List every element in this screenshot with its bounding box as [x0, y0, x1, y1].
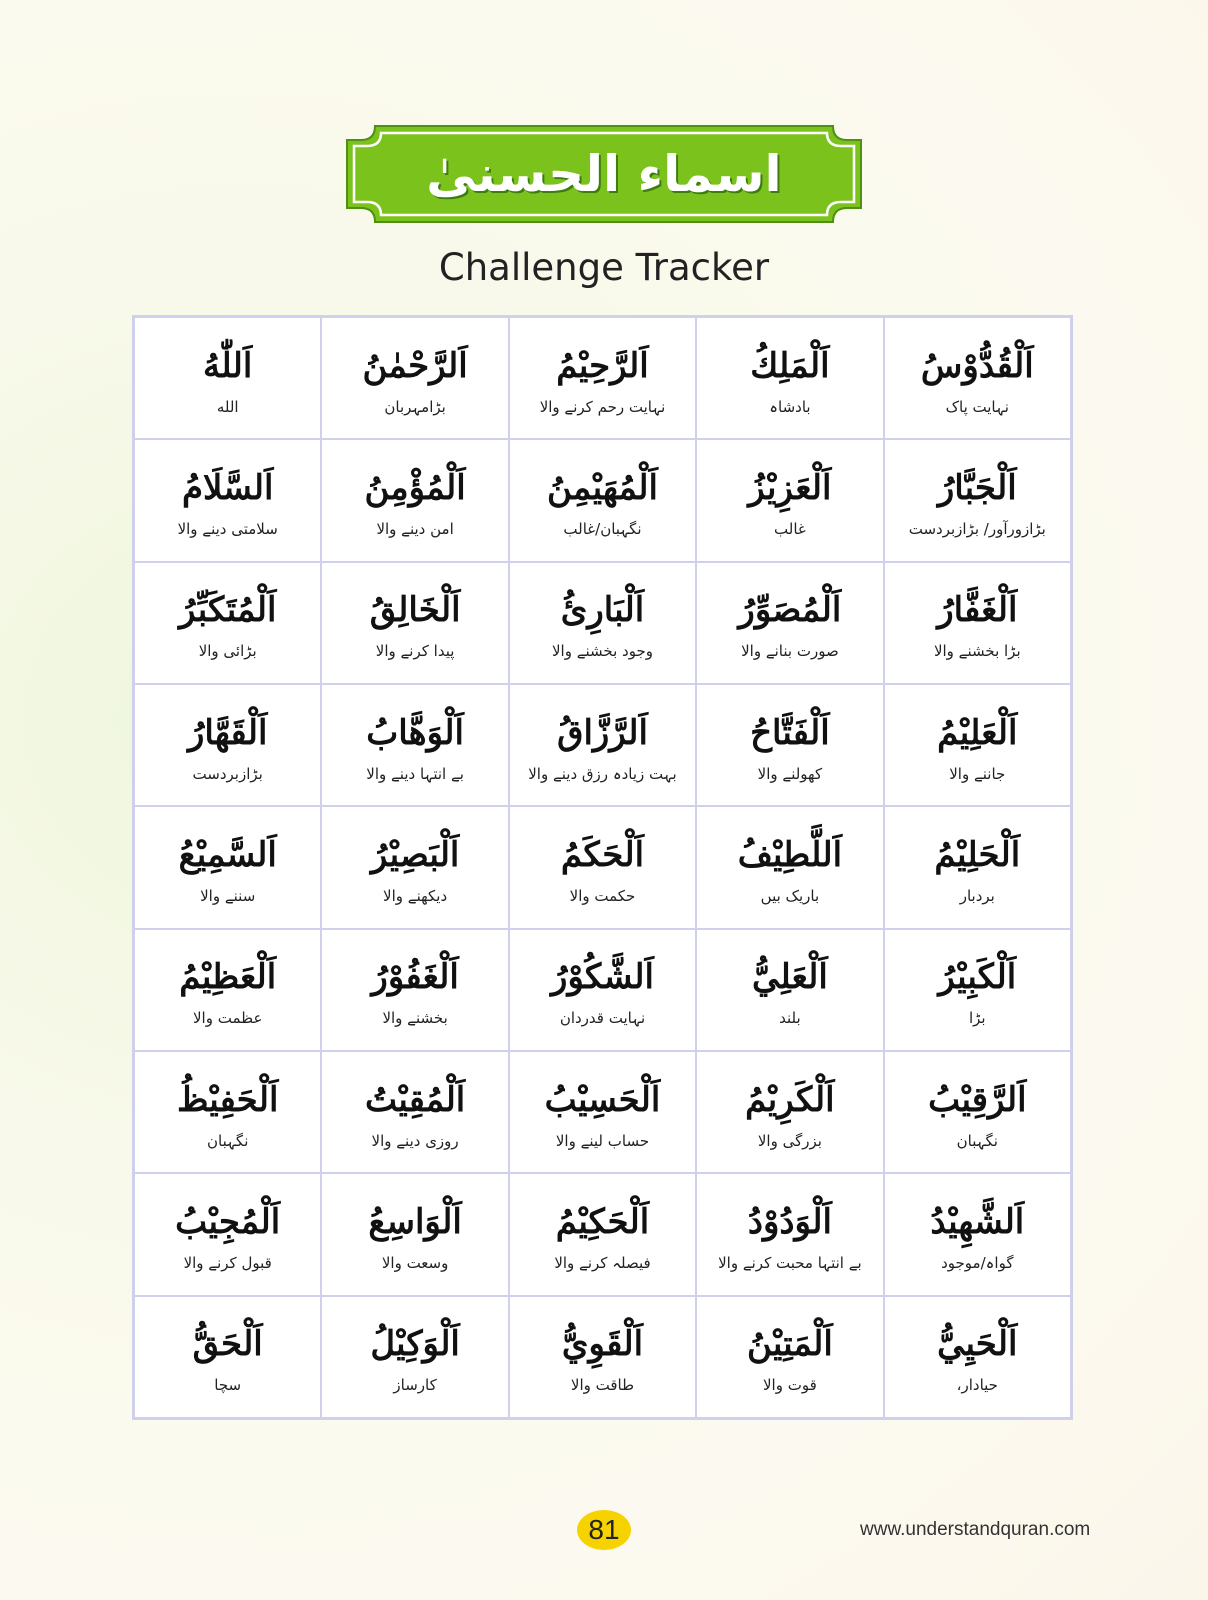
name-cell: [321, 684, 508, 806]
arabic-name: اَلشَّهِيْدُ: [930, 1201, 1025, 1242]
urdu-meaning: فیصلہ کرنے والا: [554, 1253, 651, 1272]
urdu-meaning: بخشنے والا: [382, 1009, 448, 1028]
name-cell: [884, 1296, 1071, 1418]
name-cell: [321, 317, 508, 439]
arabic-name: اَلْعَظِيْمُ: [179, 957, 277, 998]
arabic-name: اَلْجَبَّارُ: [937, 467, 1017, 508]
urdu-meaning: سننے والا: [200, 886, 256, 905]
urdu-meaning: کھولنے والا: [757, 764, 823, 783]
arabic-name: اَلْكَرِيْمُ: [745, 1079, 835, 1120]
name-cell: [696, 1051, 883, 1173]
urdu-meaning: قوت والا: [763, 1376, 817, 1395]
banner-title: اسماء الحسنیٰ: [426, 145, 782, 203]
name-cell: [321, 439, 508, 561]
urdu-meaning: بڑائی والا: [198, 642, 257, 661]
urdu-meaning: حکمت والا: [569, 886, 636, 905]
urdu-meaning: حساب لینے والا: [555, 1131, 650, 1150]
urdu-meaning: صورت بنانے والا: [741, 642, 839, 661]
name-cell: [134, 562, 321, 684]
arabic-name: اَلْغَفَّارُ: [937, 590, 1018, 631]
urdu-meaning: روزی دینے والا: [371, 1131, 459, 1150]
arabic-name: اَلْحَكَمُ: [560, 834, 645, 875]
name-cell: [696, 1173, 883, 1295]
urdu-meaning: نگہبان: [956, 1131, 998, 1150]
name-cell: [134, 1296, 321, 1418]
arabic-name: اَلرَّزَّاقُ: [557, 712, 648, 753]
name-cell: [696, 929, 883, 1051]
arabic-name: اَللَّطِيْفُ: [737, 834, 843, 875]
name-cell: [321, 806, 508, 928]
arabic-name: اَلْقَوِيُّ: [561, 1324, 644, 1365]
urdu-meaning: نگہبان: [207, 1131, 249, 1150]
urdu-meaning: دیکھنے والا: [383, 886, 448, 905]
arabic-name: اَلْبَارِئُ: [560, 590, 645, 631]
arabic-name: اَلْوَهَّابُ: [366, 712, 464, 753]
name-cell: [696, 684, 883, 806]
urdu-meaning: غالب: [774, 519, 806, 538]
arabic-name: اَلْحَفِيْظُ: [176, 1079, 279, 1120]
name-cell: [509, 1173, 696, 1295]
arabic-name: اَلْمُصَوِّرُ: [738, 590, 842, 631]
name-cell: [884, 929, 1071, 1051]
name-cell: [884, 684, 1071, 806]
arabic-name: اَلشَّكُوْرُ: [551, 957, 654, 998]
arabic-name: اَلسَّلَامُ: [181, 467, 274, 508]
urdu-meaning: باریک بیں: [760, 886, 820, 905]
name-cell: [884, 1051, 1071, 1173]
name-cell: [321, 562, 508, 684]
name-cell: [696, 562, 883, 684]
urdu-meaning: سلامتی دینے والا: [177, 519, 278, 538]
name-cell: [884, 562, 1071, 684]
arabic-name: اَلْمَلِكُ: [750, 345, 830, 386]
arabic-name: اَلْمُهَيْمِنُ: [547, 467, 658, 508]
name-cell: [884, 1173, 1071, 1295]
urdu-meaning: بڑازورآور/ بڑازبردست: [908, 519, 1046, 538]
arabic-name: اَلْمُؤْمِنُ: [364, 467, 466, 508]
arabic-name: اَلْمُجِيْبُ: [175, 1201, 281, 1242]
urdu-meaning: بزرگی والا: [757, 1131, 822, 1150]
arabic-name: اَلْقَهَّارُ: [187, 712, 268, 753]
names-grid: [132, 315, 1073, 1420]
urdu-meaning: وجود بخشنے والا: [551, 642, 653, 661]
name-cell: [134, 1173, 321, 1295]
page-number: 81: [577, 1510, 631, 1550]
arabic-name: اَلرَّحْمٰنُ: [362, 345, 468, 386]
arabic-name: اَلْبَصِيْرُ: [370, 834, 460, 875]
name-cell: [134, 439, 321, 561]
name-cell: [884, 806, 1071, 928]
title-banner: [345, 124, 863, 224]
website-url: www.understandquran.com: [860, 1519, 1091, 1540]
name-cell: [509, 562, 696, 684]
urdu-meaning: الله: [216, 397, 239, 416]
name-cell: [509, 1051, 696, 1173]
name-cell: [134, 929, 321, 1051]
name-cell: [321, 929, 508, 1051]
name-cell: [509, 439, 696, 561]
urdu-meaning: قبول کرنے والا: [183, 1253, 272, 1272]
arabic-name: اَلْوَكِيْلُ: [370, 1324, 460, 1365]
urdu-meaning: بے انتہا دینے والا: [366, 764, 464, 783]
urdu-meaning: بڑازبردست: [192, 764, 263, 783]
arabic-name: اَلْحَقُّ: [192, 1324, 263, 1365]
arabic-name: اَلْحَسِيْبُ: [544, 1079, 661, 1120]
urdu-meaning: حیادار،: [956, 1376, 998, 1395]
name-cell: [884, 317, 1071, 439]
urdu-meaning: بڑا: [968, 1009, 986, 1028]
urdu-meaning: کارساز: [393, 1376, 437, 1395]
page-subtitle: Challenge Tracker: [438, 246, 770, 289]
urdu-meaning: بڑامہربان: [384, 397, 446, 416]
arabic-name: اَلْمُتَكَبِّرُ: [178, 590, 277, 631]
arabic-name: اَلْوَدُوْدُ: [747, 1201, 832, 1242]
urdu-meaning: عظمت والا: [193, 1009, 263, 1028]
arabic-name: اَلْمَتِيْنُ: [746, 1324, 833, 1365]
name-cell: [509, 1296, 696, 1418]
urdu-meaning: سچا: [214, 1376, 242, 1395]
urdu-meaning: طاقت والا: [570, 1376, 635, 1395]
urdu-meaning: بلند: [779, 1009, 801, 1028]
name-cell: [509, 806, 696, 928]
arabic-name: اَلْحَكِيْمُ: [555, 1201, 650, 1242]
arabic-name: اَلْحَلِيْمُ: [934, 834, 1021, 875]
name-cell: [696, 1296, 883, 1418]
name-cell: [134, 806, 321, 928]
arabic-name: اَلْعَلِيْمُ: [937, 712, 1018, 753]
arabic-name: اَلْقُدُّوْسُ: [920, 345, 1034, 386]
name-cell: [696, 806, 883, 928]
name-cell: [134, 1051, 321, 1173]
arabic-name: اَلرَّقِيْبُ: [928, 1079, 1027, 1120]
urdu-meaning: وسعت والا: [381, 1253, 449, 1272]
urdu-meaning: نگہبان/غالب: [563, 519, 642, 538]
arabic-name: اَلْفَتَّاحُ: [750, 712, 830, 753]
name-cell: [321, 1051, 508, 1173]
arabic-name: اَلْعَزِيْزُ: [748, 467, 832, 508]
urdu-meaning: بڑا بخشنے والا: [933, 642, 1021, 661]
urdu-meaning: بادشاہ: [769, 397, 811, 416]
name-cell: [509, 317, 696, 439]
urdu-meaning: پیدا کرنے والا: [375, 642, 455, 661]
name-cell: [134, 317, 321, 439]
urdu-meaning: نہایت رحم کرنے والا: [539, 397, 666, 416]
urdu-meaning: نہایت قدردان: [559, 1009, 646, 1028]
arabic-name: اَلْكَبِيْرُ: [938, 957, 1017, 998]
name-cell: [509, 929, 696, 1051]
urdu-meaning: امن دینے والا: [376, 519, 454, 538]
name-cell: [696, 317, 883, 439]
arabic-name: اَلرَّحِيْمُ: [556, 345, 649, 386]
urdu-meaning: بے انتہا محبت کرنے والا: [718, 1253, 862, 1272]
arabic-name: اَلْعَلِيُّ: [751, 957, 828, 998]
name-cell: [321, 1173, 508, 1295]
urdu-meaning: گواہ/موجود: [941, 1253, 1014, 1272]
arabic-name: اَلْغَفُوْرُ: [371, 957, 459, 998]
urdu-meaning: بردبار: [959, 886, 995, 905]
arabic-name: اَلْمُقِيْتُ: [364, 1079, 466, 1120]
arabic-name: اَلْحَيِيُّ: [937, 1324, 1018, 1365]
urdu-meaning: جاننے والا: [949, 764, 1006, 783]
name-cell: [134, 684, 321, 806]
name-cell: [321, 1296, 508, 1418]
arabic-name: اَللّٰهُ: [203, 345, 253, 386]
name-cell: [696, 439, 883, 561]
arabic-name: اَلْخَالِقُ: [369, 590, 461, 631]
name-cell: [509, 684, 696, 806]
arabic-name: اَلسَّمِيْعُ: [178, 834, 277, 875]
name-cell: [884, 439, 1071, 561]
urdu-meaning: بہت زیادہ رزق دینے والا: [528, 764, 677, 783]
arabic-name: اَلْوَاسِعُ: [368, 1201, 462, 1242]
urdu-meaning: نہایت پاک: [945, 397, 1009, 416]
